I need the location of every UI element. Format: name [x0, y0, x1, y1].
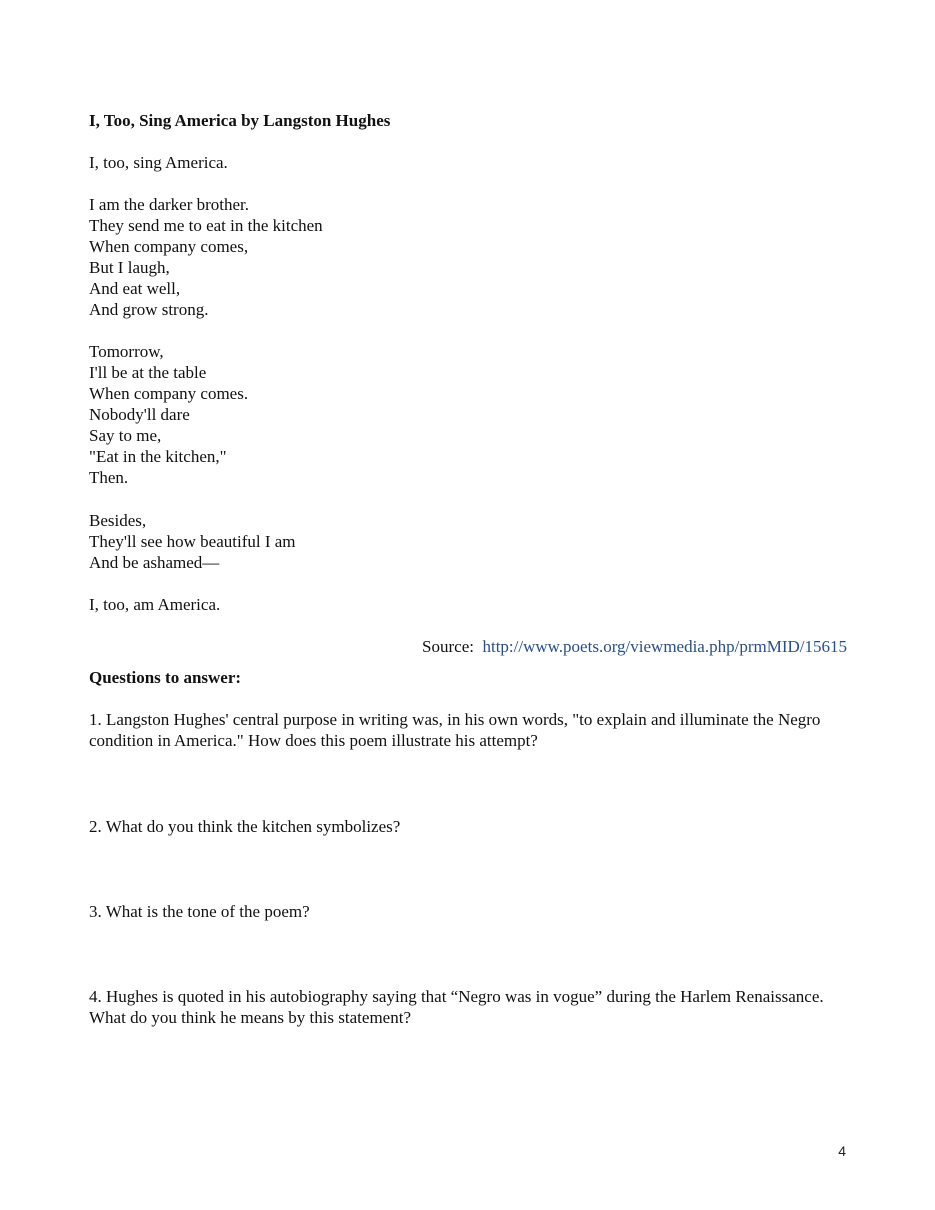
poem-title: I, Too, Sing America by Langston Hughes [89, 111, 391, 130]
poem-stanza-3 [89, 341, 248, 488]
poem-line: Then. [89, 468, 129, 487]
poem-line: When company comes, [89, 237, 249, 256]
poem-line: They send me to eat in the kitchen [89, 216, 323, 235]
poem-line: Besides, [89, 511, 147, 530]
poem-line: Nobody'll dare [89, 405, 190, 424]
page-number: 4 [838, 1143, 846, 1159]
source-label: Source: [422, 637, 474, 656]
poem-line: But I laugh, [89, 258, 170, 277]
poem-line: When company comes. [89, 384, 249, 403]
question-2: 2. What do you think the kitchen symbolizes? [89, 817, 401, 836]
poem-stanza-4 [89, 510, 296, 573]
poem-line: I am the darker brother. [89, 195, 250, 214]
poem-line: They'll see how beautiful I am [89, 532, 296, 551]
poem-line: And be ashamed— [89, 553, 220, 572]
poem-stanza-5 [89, 594, 220, 615]
question-4: 4. Hughes is quoted in his autobiography saying that “Negro was in vogue” during the Harlem Renaissance. What do you think he means by this statement? [89, 987, 824, 1027]
poem-stanza-2 [89, 194, 323, 320]
poem-line: I, too, am America. [89, 595, 221, 614]
poem-line: Say to me, [89, 426, 162, 445]
poem-line: I'll be at the table [89, 363, 207, 382]
questions-heading: Questions to answer: [89, 668, 242, 687]
poem-line: And grow strong. [89, 300, 209, 319]
poem-line: And eat well, [89, 279, 181, 298]
poem-line: "Eat in the kitchen," [89, 447, 227, 466]
poem-stanza-1 [89, 152, 228, 173]
question-3: 3. What is the tone of the poem? [89, 902, 310, 921]
source-citation [422, 636, 847, 657]
source-link[interactable]: http://www.poets.org/viewmedia.php/prmMID/15615 [482, 637, 847, 656]
poem-line: Tomorrow, [89, 342, 164, 361]
question-1: 1. Langston Hughes' central purpose in writing was, in his own words, "to explain and illuminate the Negro condition in America." How does this poem illustrate his attempt? [89, 710, 821, 750]
poem-line: I, too, sing America. [89, 153, 228, 172]
